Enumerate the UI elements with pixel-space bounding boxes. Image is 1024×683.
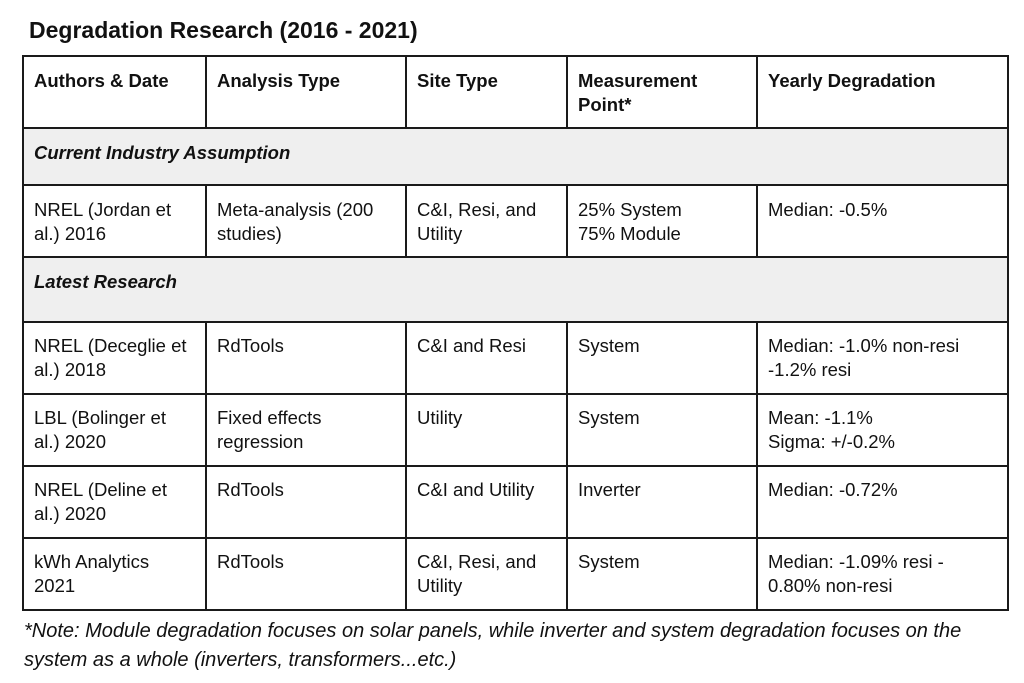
cell-analysis-type: RdTools: [206, 538, 406, 610]
cell-authors: NREL (Deceglie et al.) 2018: [23, 322, 206, 394]
table-row: [23, 538, 1008, 610]
cell-line: System: [578, 407, 640, 428]
cell-measurement-point: [567, 185, 757, 257]
column-header-authors: Authors & Date: [23, 56, 206, 128]
cell-yearly-degradation: [757, 394, 1008, 466]
cell-authors: NREL (Deline et al.) 2020: [23, 466, 206, 538]
cell-site-type: C&I, Resi, and Utility: [406, 185, 567, 257]
section-label-latest: Latest Research: [23, 257, 1008, 322]
cell-line: 75% Module: [578, 223, 681, 244]
cell-line: 25% System: [578, 199, 682, 220]
cell-authors: LBL (Bolinger et al.) 2020: [23, 394, 206, 466]
cell-yearly-degradation: [757, 538, 1008, 610]
cell-site-type: C&I and Resi: [406, 322, 567, 394]
footnote: *Note: Module degradation focuses on solar panels, while inverter and system degradation focuses on the system as a whole (inverters, transformers...etc.): [24, 620, 962, 671]
table-body: [23, 128, 1008, 610]
cell-analysis-type: Meta-analysis (200 studies): [206, 185, 406, 257]
cell-line: Sigma: +/-0.2%: [768, 431, 895, 452]
cell-measurement-point: [567, 466, 757, 538]
cell-measurement-point: [567, 322, 757, 394]
degradation-research-table: [22, 55, 1009, 611]
section-row-latest: [23, 257, 1008, 322]
cell-line: System: [578, 335, 640, 356]
cell-yearly-degradation: [757, 466, 1008, 538]
cell-line: System: [578, 551, 640, 572]
cell-line: 0.80% non-resi: [768, 575, 893, 596]
cell-site-type: Utility: [406, 394, 567, 466]
cell-line: Median: -0.72%: [768, 479, 898, 500]
cell-analysis-type: Fixed effects regression: [206, 394, 406, 466]
cell-measurement-point: [567, 538, 757, 610]
cell-line: Median: -1.09% resi -: [768, 551, 944, 572]
cell-analysis-type: RdTools: [206, 466, 406, 538]
column-header-analysis-type: Analysis Type: [206, 56, 406, 128]
cell-site-type: C&I, Resi, and Utility: [406, 538, 567, 610]
table-row: [23, 185, 1008, 257]
column-header-yearly-degradation: Yearly Degradation: [757, 56, 1008, 128]
cell-site-type: C&I and Utility: [406, 466, 567, 538]
table-row: [23, 466, 1008, 538]
cell-yearly-degradation: [757, 322, 1008, 394]
cell-authors: NREL (Jordan et al.) 2016: [23, 185, 206, 257]
cell-line: Median: -0.5%: [768, 199, 888, 220]
table-row: [23, 394, 1008, 466]
cell-authors: kWh Analytics 2021: [23, 538, 206, 610]
cell-line: Median: -1.0% non-resi: [768, 335, 960, 356]
cell-measurement-point: [567, 394, 757, 466]
cell-line: Mean: -1.1%: [768, 407, 873, 428]
section-label-current: Current Industry Assumption: [23, 128, 1008, 185]
cell-line: -1.2% resi: [768, 359, 852, 380]
table-header-row: [23, 56, 1008, 128]
section-row-current: [23, 128, 1008, 185]
column-header-measurement-point: Measurement Point*: [567, 56, 757, 128]
table-row: [23, 322, 1008, 394]
cell-yearly-degradation: [757, 185, 1008, 257]
page-title: Degradation Research (2016 - 2021): [29, 17, 418, 43]
cell-analysis-type: RdTools: [206, 322, 406, 394]
cell-line: Inverter: [578, 479, 641, 500]
column-header-site-type: Site Type: [406, 56, 567, 128]
